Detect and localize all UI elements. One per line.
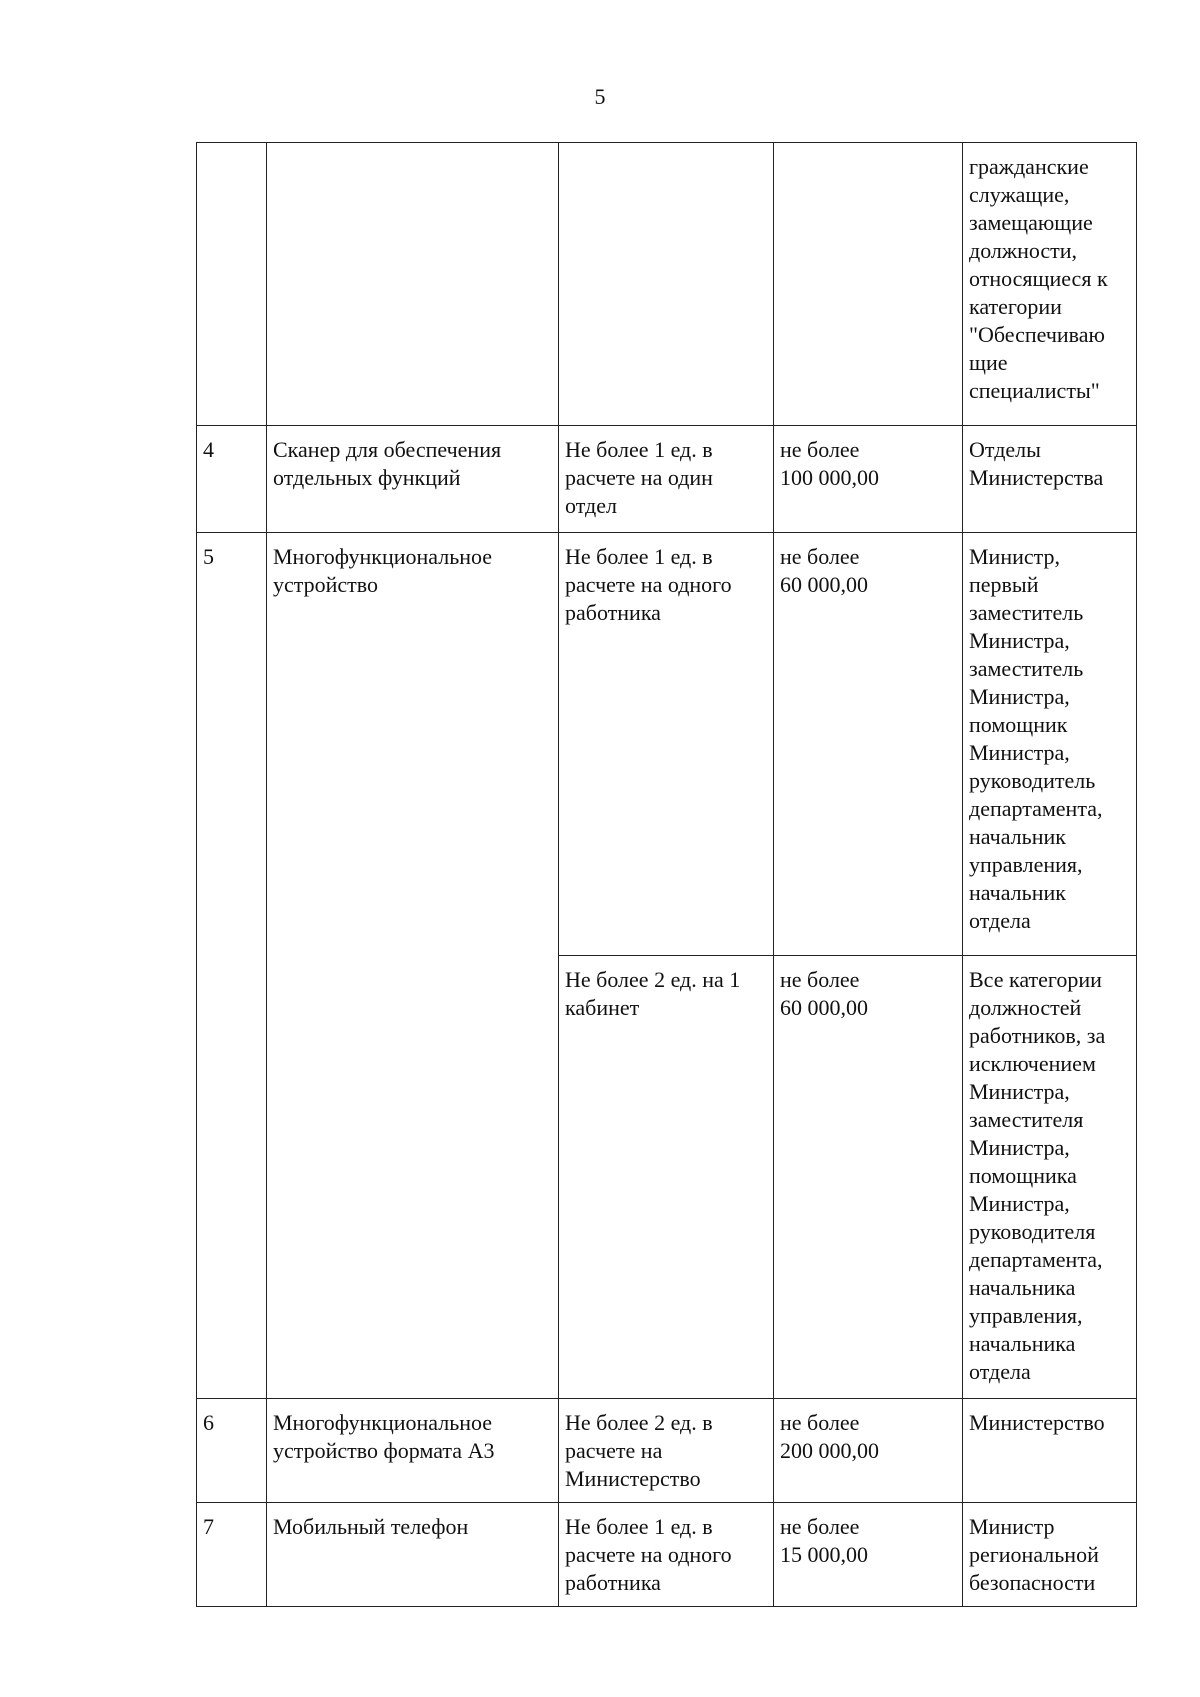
price-cell: не более 100 000,00	[774, 426, 963, 533]
item-name-cell: Многофункциональное устройство	[267, 533, 559, 1399]
quantity-cell: Не более 1 ед. в расчете на один отдел	[559, 426, 774, 533]
item-name-cell: Многофункциональное устройство формата А3	[267, 1399, 559, 1503]
quantity-cell: Не более 2 ед. на 1 кабинет	[559, 956, 774, 1399]
row-number-cell: 7	[197, 1503, 267, 1607]
row-number-cell: 6	[197, 1399, 267, 1503]
category-cell: Министр, первый заместитель Министра, заместитель Министра, помощник Министра, руководитель департамента, начальник управления, начальник отдела	[963, 533, 1137, 956]
table-row	[197, 533, 1137, 956]
row-number-cell: 4	[197, 426, 267, 533]
requirements-table	[196, 142, 1137, 1607]
table-row	[197, 143, 1137, 426]
item-name-cell	[267, 143, 559, 426]
table-row	[197, 1399, 1137, 1503]
item-name-cell: Мобильный телефон	[267, 1503, 559, 1607]
category-cell: Министерство	[963, 1399, 1137, 1503]
table-row	[197, 426, 1137, 533]
quantity-cell: Не более 1 ед. в расчете на одного работника	[559, 1503, 774, 1607]
price-cell: не более 60 000,00	[774, 956, 963, 1399]
category-cell: Министр региональной безопасности	[963, 1503, 1137, 1607]
row-number-cell	[197, 143, 267, 426]
category-cell: Все категории должностей работников, за исключением Министра, заместителя Министра, помощника Министра, руководителя департамента, начальника управления, начальника отдела	[963, 956, 1137, 1399]
row-number-cell: 5	[197, 533, 267, 1399]
page-number: 5	[594, 84, 606, 109]
price-cell: не более 200 000,00	[774, 1399, 963, 1503]
item-name-cell: Сканер для обеспечения отдельных функций	[267, 426, 559, 533]
quantity-cell: Не более 1 ед. в расчете на одного работника	[559, 533, 774, 956]
price-cell: не более 15 000,00	[774, 1503, 963, 1607]
table-row	[197, 1503, 1137, 1607]
category-cell: Отделы Министерства	[963, 426, 1137, 533]
price-cell	[774, 143, 963, 426]
quantity-cell: Не более 2 ед. в расчете на Министерство	[559, 1399, 774, 1503]
category-cell: гражданские служащие, замещающие должности, относящиеся к категории "Обеспечиваю щие специалисты"	[963, 143, 1137, 426]
price-cell: не более 60 000,00	[774, 533, 963, 956]
quantity-cell	[559, 143, 774, 426]
